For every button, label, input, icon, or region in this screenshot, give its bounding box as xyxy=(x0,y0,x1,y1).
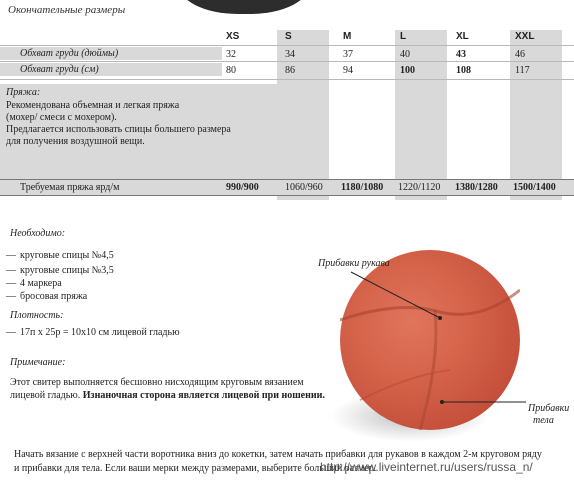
list-item: 4 маркера xyxy=(20,278,62,289)
table-divider xyxy=(0,79,574,80)
sleeve-callout-line xyxy=(348,270,448,322)
size-header-xs: XS xyxy=(226,31,240,42)
yarn-heading: Пряжа: xyxy=(6,87,41,98)
list-item: круговые спицы №4,5 xyxy=(20,250,114,261)
sweater-photo-top xyxy=(178,0,310,14)
bullet-dash: — xyxy=(6,250,16,261)
yarn-req-xl: 1380/1280 xyxy=(455,182,498,193)
note-text xyxy=(10,390,325,402)
watermark-url: http://www.liveinternet.ru/users/russa_n/ xyxy=(320,460,533,474)
note-text-part: лицевой гладью. xyxy=(10,390,83,401)
note-text: Этот свитер выполняется бесшовно нисходящим круговым вязанием xyxy=(10,377,304,388)
chest-cm-m: 94 xyxy=(343,65,353,76)
yarn-required-label: Требуемая пряжа ярд/м xyxy=(20,182,120,193)
bullet-dash: — xyxy=(6,291,16,302)
list-item: круговые спицы №3,5 xyxy=(20,265,114,276)
chest-cm-xs: 80 xyxy=(226,65,236,76)
yarn-req-m: 1180/1080 xyxy=(341,182,384,193)
note-heading: Примечание: xyxy=(10,357,66,368)
instructions-text: и прибавки для тела. Если ваши мерки между размерами, выберите больший размер. xyxy=(14,463,377,474)
table-divider xyxy=(0,179,574,180)
yarn-req-s: 1060/960 xyxy=(285,182,323,193)
size-header-l: L xyxy=(400,31,407,42)
instructions-text: Начать вязание с верхней части воротника вниз до кокетки, затем начать прибавки для рукавов в каждом 2-м круговом ряду xyxy=(14,449,542,460)
sleeve-increase-label: Прибавки рукава xyxy=(318,258,390,269)
yarn-req-l: 1220/1120 xyxy=(398,182,441,193)
chest-in-l: 40 xyxy=(400,49,410,60)
page-title: Окончательные размеры xyxy=(8,4,126,16)
body-increase-label-2: тела xyxy=(533,415,554,426)
bullet-dash: — xyxy=(6,265,16,276)
chest-inches-label: Обхват груди (дюймы) xyxy=(0,47,222,60)
note-emphasis: Изнаночная сторона является лицевой при ношении. xyxy=(82,390,325,401)
chest-cm-s: 86 xyxy=(285,65,295,76)
size-header-xl: XL xyxy=(456,31,469,42)
table-divider xyxy=(0,195,574,196)
bullet-dash: — xyxy=(6,327,16,338)
size-header-xxl: XXL xyxy=(515,31,535,42)
chest-in-s: 34 xyxy=(285,49,295,60)
chest-cm-l: 100 xyxy=(400,65,415,76)
chest-in-xs: 32 xyxy=(226,49,236,60)
chest-cm-xl: 108 xyxy=(456,65,471,76)
yarn-text-line: Рекомендована объемная и легкая пряжа xyxy=(6,100,180,111)
size-header-s: S xyxy=(285,31,292,42)
chest-cm-label: Обхват груди (см) xyxy=(0,63,222,76)
size-header-m: M xyxy=(343,31,352,42)
density-value: 17п х 25р = 10х10 см лицевой гладью xyxy=(20,327,180,338)
yarn-text-line: для получения воздушной вещи. xyxy=(6,136,145,147)
body-increase-label: Прибавки xyxy=(528,403,570,414)
needed-heading: Необходимо: xyxy=(10,228,66,239)
table-divider xyxy=(0,61,574,62)
yarn-req-xs: 990/900 xyxy=(226,182,259,193)
table-divider xyxy=(0,45,574,46)
chest-cm-xxl: 117 xyxy=(515,65,530,76)
chest-in-xl: 43 xyxy=(456,49,466,60)
list-item: бросовая пряжа xyxy=(20,291,88,302)
yarn-text-line: (мохер/ смеси с мохером). xyxy=(6,112,117,123)
yarn-req-xxl: 1500/1400 xyxy=(513,182,556,193)
density-heading: Плотность: xyxy=(10,310,64,321)
yarn-text-line: Предлагается использовать спицы большего размера xyxy=(6,124,231,135)
chest-in-xxl: 46 xyxy=(515,49,525,60)
bullet-dash: — xyxy=(6,278,16,289)
body-callout-line xyxy=(438,396,528,408)
chest-in-m: 37 xyxy=(343,49,353,60)
